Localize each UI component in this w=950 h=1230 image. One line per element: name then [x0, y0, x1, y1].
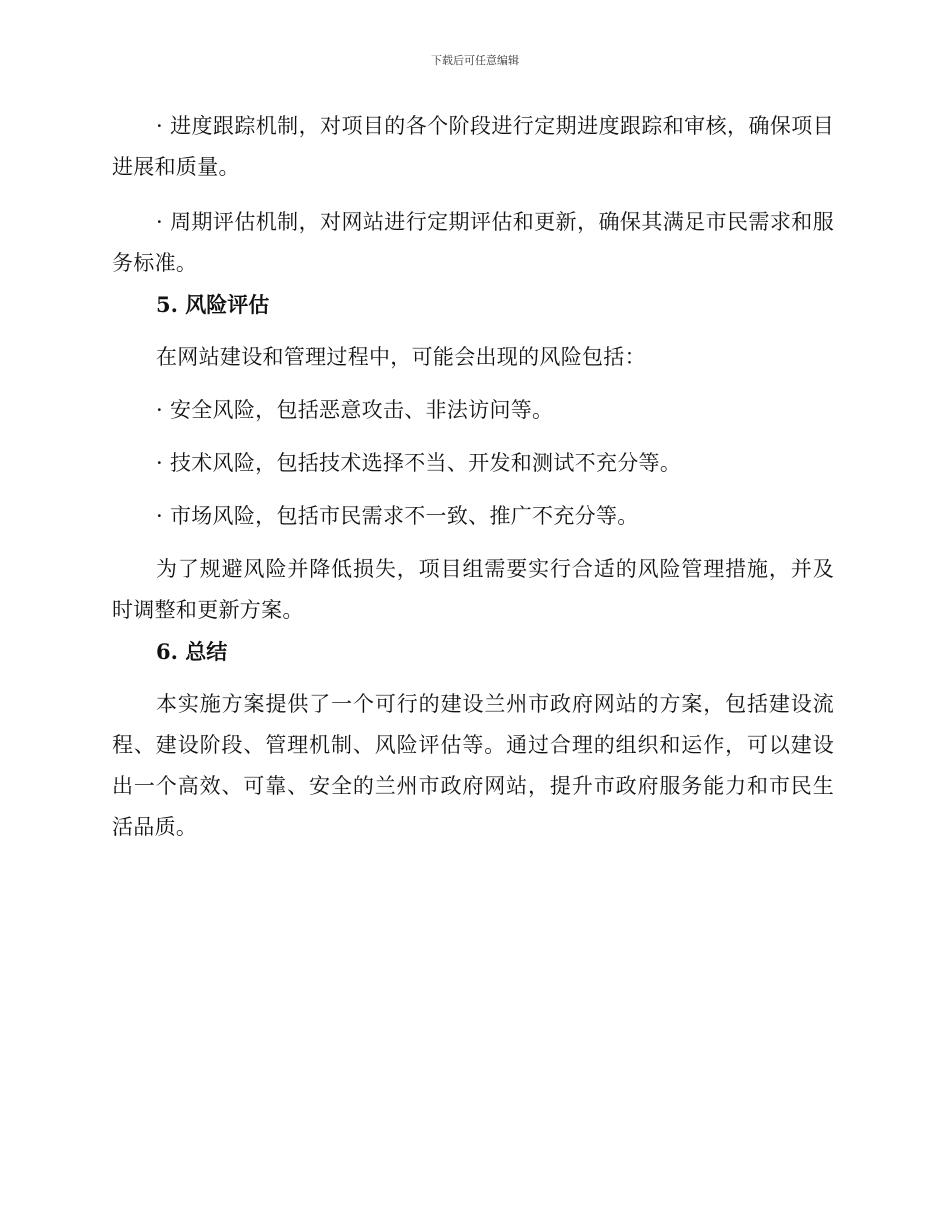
section-heading-summary: 6. 总结	[156, 639, 228, 664]
section-heading-risk-assessment: 5. 风险评估	[156, 292, 270, 317]
bullet-periodic-evaluation: · 周期评估机制，对网站进行定期评估和更新，确保其满足市民需求和服务标准。	[112, 210, 834, 275]
bullet-technical-risk: · 技术风险，包括技术选择不当、开发和测试不充分等。	[156, 451, 682, 475]
risk-intro-paragraph: 在网站建设和管理过程中，可能会出现的风险包括：	[156, 345, 646, 369]
summary-paragraph: 本实施方案提供了一个可行的建设兰州市政府网站的方案，包括建设流程、建设阶段、管理机制、风险评估等。通过合理的组织和运作，可以建设出一个高效、可靠、安全的兰州市政府网站，提升市政府服务能力和市民生活品质。	[112, 692, 834, 839]
bullet-market-risk: · 市场风险，包括市民需求不一致、推广不充分等。	[156, 504, 639, 528]
document-body	[112, 106, 834, 848]
page-header: 下载后可任意编辑	[431, 54, 519, 67]
bullet-security-risk: · 安全风险，包括恶意攻击、非法访问等。	[156, 398, 554, 422]
risk-mitigation-paragraph: 为了规避风险并降低损失，项目组需要实行合适的风险管理措施，并及时调整和更新方案。	[112, 557, 834, 622]
bullet-progress-tracking: · 进度跟踪机制，对项目的各个阶段进行定期进度跟踪和审核，确保项目进展和质量。	[112, 114, 834, 179]
